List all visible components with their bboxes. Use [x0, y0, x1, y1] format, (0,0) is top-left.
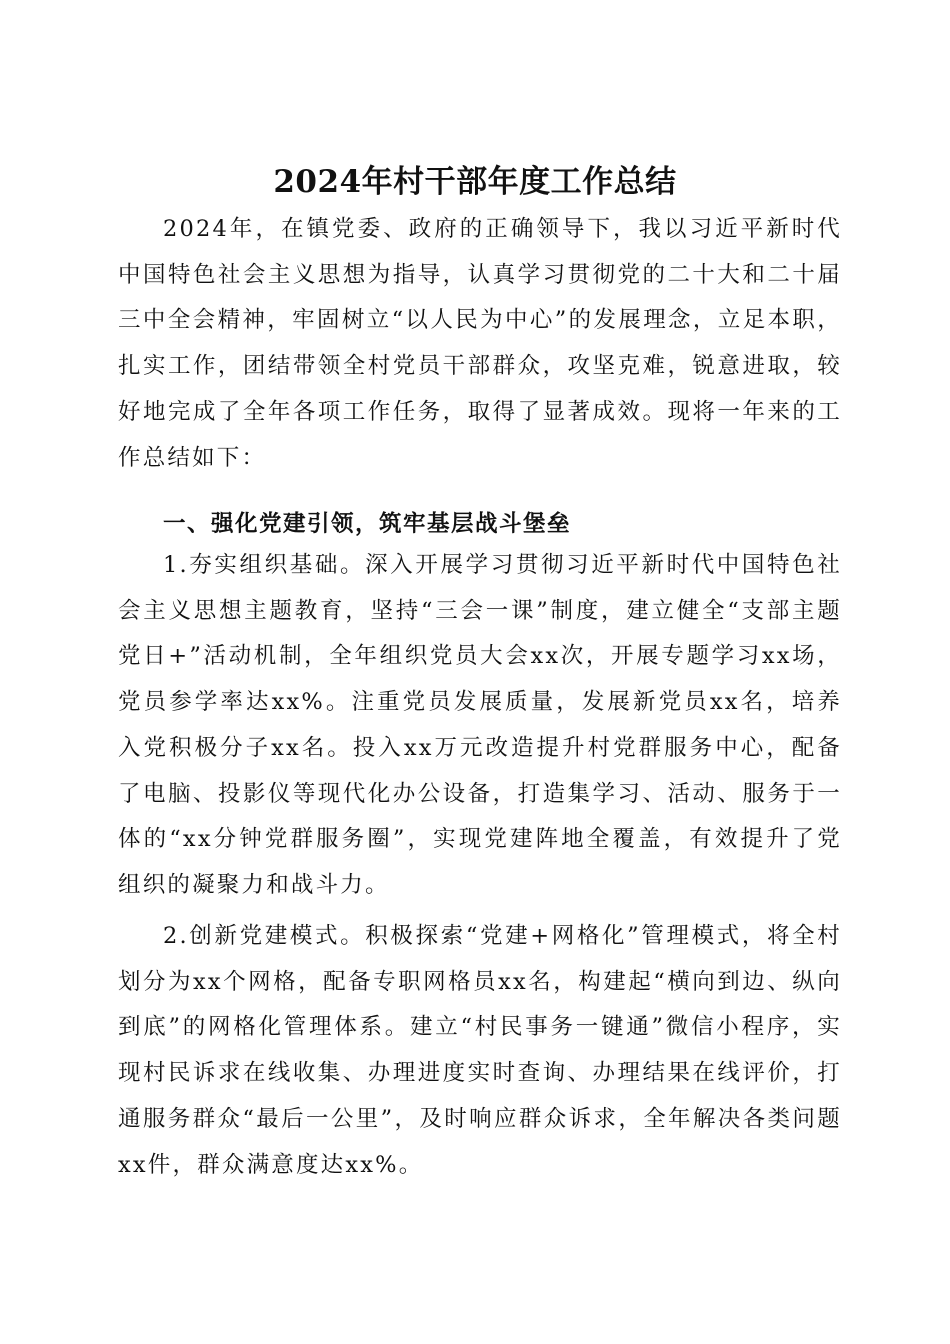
section-heading-1: 一、强化党建引领，筑牢基层战斗堡垒 [163, 511, 572, 537]
document-title: 2024年村干部年度工作总结 [273, 163, 677, 200]
intro-paragraph: 2024年，在镇党委、政府的正确领导下，我以习近平新时代中国特色社会主义思想为指导，认真学习贯彻党的二十大和二十届三中全会精神，牢固树立“以人民为中心”的发展理念，立足本职，扎实工作，团结带领全村党员干部群众，攻坚克难，锐意进取，较好地完成了全年各项工作任务，取得了显著成效。现将一年来的工作总结如下： [118, 216, 842, 471]
section1-paragraph-2: 2.创新党建模式。积极探索“党建+网格化”管理模式，将全村划分为xx个网格，配备专职网格员xx名，构建起“横向到边、纵向到底”的网格化管理体系。建立“村民事务一键通”微信小程序，实现村民诉求在线收集、办理进度实时查询、办理结果在线评价，打通服务群众“最后一公里”，及时响应群众诉求，全年解决各类问题xx件，群众满意度达xx%。 [118, 923, 842, 1178]
section1-paragraph-1: 1.夯实组织基础。深入开展学习贯彻习近平新时代中国特色社会主义思想主题教育，坚持“三会一课”制度，建立健全“支部主题党日+”活动机制，全年组织党员大会xx次，开展专题学习xx场，党员参学率达xx%。注重党员发展质量，发展新党员xx名，培养入党积极分子xx名。投入xx万元改造提升村党群服务中心，配备了电脑、投影仪等现代化办公设备，打造集学习、活动、服务于一体的“xx分钟党群服务圈”，实现党建阵地全覆盖，有效提升了党组织的凝聚力和战斗力。 [118, 552, 842, 898]
